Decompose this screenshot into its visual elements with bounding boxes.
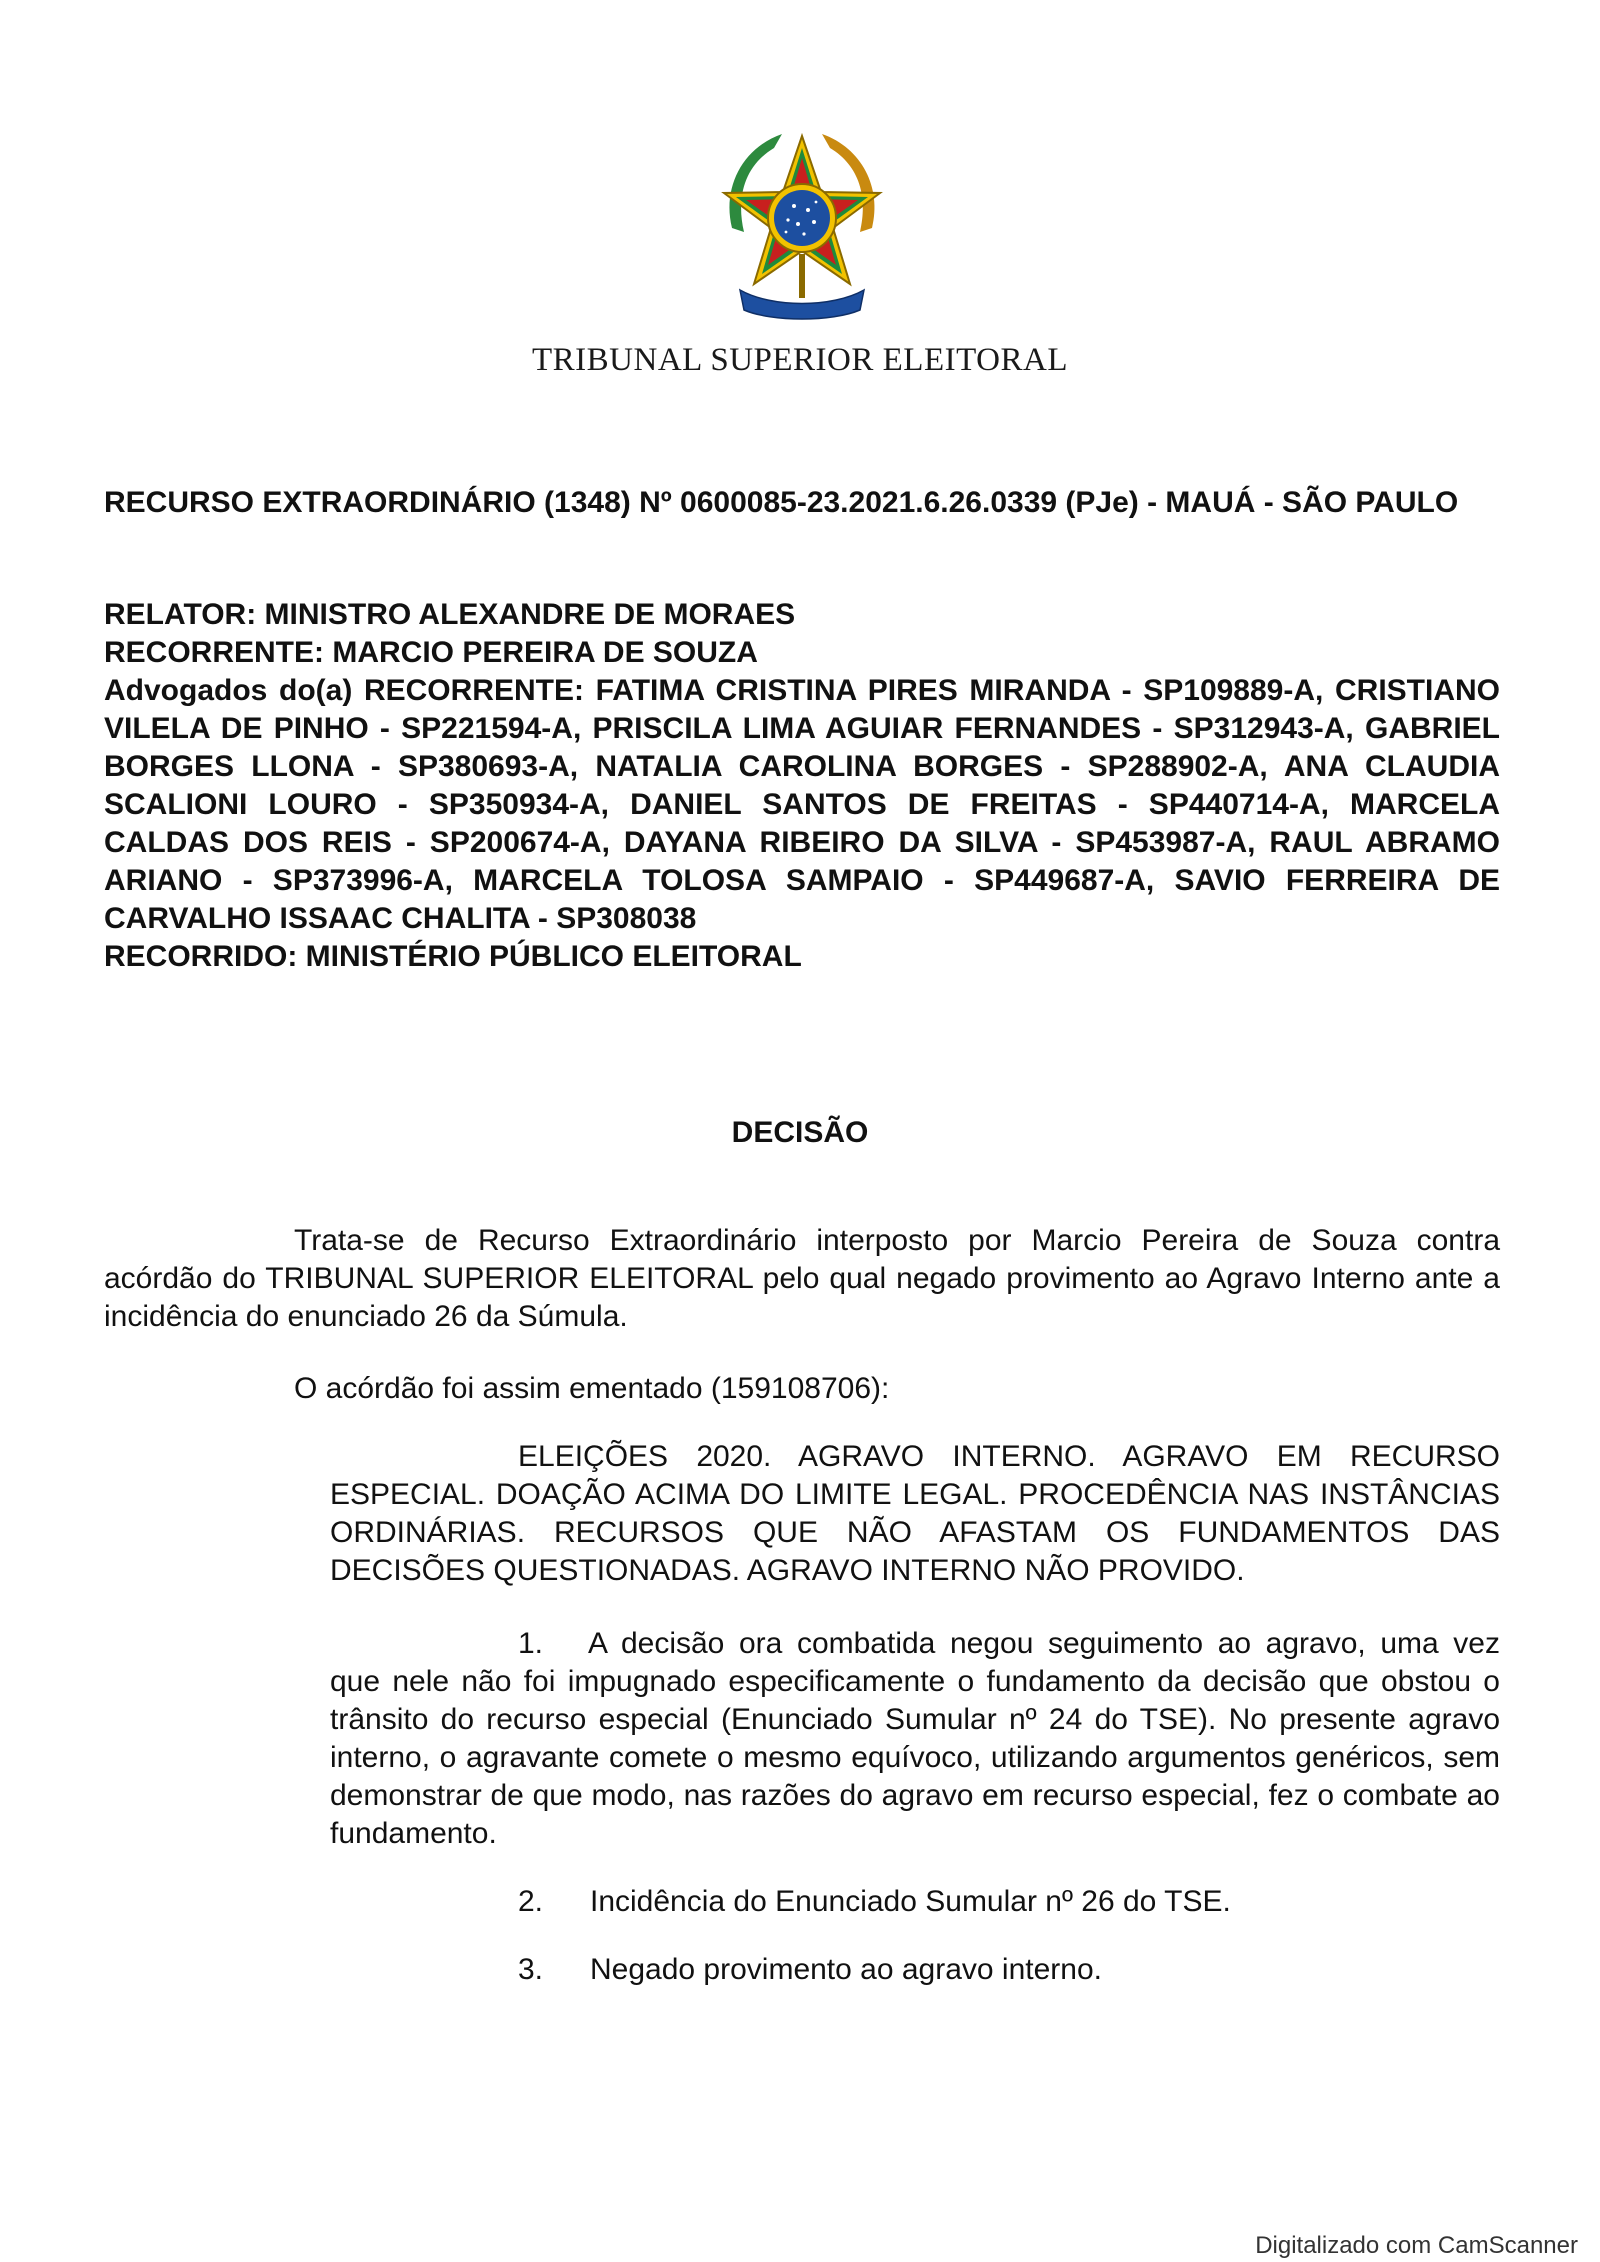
case-heading: RECURSO EXTRAORDINÁRIO (1348) Nº 0600085-23.2021.6.26.0339 (PJe) - MAUÁ - SÃO PAULO [104,486,1459,519]
ementa-item-text: Negado provimento ao agravo interno. [590,1953,1102,1986]
scanner-watermark: Digitalizado com CamScanner [1255,2232,1578,2259]
case-parties [104,596,1500,976]
brazil-coat-of-arms-icon [716,132,888,324]
decision-paragraph-2: O acórdão foi assim ementado (159108706): [294,1372,890,1405]
ementa-summary: ELEIÇÕES 2020. AGRAVO INTERNO. AGRAVO EM RECURSO ESPECIAL. DOAÇÃO ACIMA DO LIMITE LEGAL. PROCEDÊNCIA NAS INSTÂNCIAS ORDINÁRIAS. RECURSOS QUE NÃO AFASTAM OS FUNDAMENTOS DAS DECISÕES QUESTIONADAS. AGRAVO INTERNO NÃO PROVIDO. [330,1440,1500,1587]
court-name: TRIBUNAL SUPERIOR ELEITORAL [532,342,1068,378]
recorrido-line: RECORRIDO: MINISTÉRIO PÚBLICO ELEITORAL [104,940,802,973]
decision-title: DECISÃO [731,1116,869,1149]
ementa-item-text: Incidência do Enunciado Sumular nº 26 do TSE. [590,1885,1231,1918]
recorrente-line: RECORRENTE: MARCIO PEREIRA DE SOUZA [104,636,758,669]
ementa-item-text: A decisão ora combatida negou seguimento ao agravo, uma vez que nele não foi impugnado especificamente o fundamento da decisão que obstou o trânsito do recurso especial (Enunciado Sumular nº 24 do TSE). No presente agravo interno, o agravante comete o mesmo equívoco, utilizando argumentos genéricos, sem demonstrar de que modo, nas razões do agravo em recurso especial, fez o combate ao fundamento. [330,1627,1500,1850]
ementa-item-1 [330,1625,1500,1853]
ementa-item-number: 3. [518,1953,544,1986]
decision-paragraph-1: Trata-se de Recurso Extraordinário interposto por Marcio Pereira de Souza contra acórdão do TRIBUNAL SUPERIOR ELEITORAL pelo qual negado provimento ao Agravo Interno ante a incidência do enunciado 26 da Súmula. [104,1224,1500,1333]
ementa-item-2 [518,1883,1500,1921]
ementa-item-3 [518,1951,1500,1989]
ementa-item-number: 2. [518,1885,544,1918]
relator-line: RELATOR: MINISTRO ALEXANDRE DE MORAES [104,598,796,631]
ementa-item-number: 1. [518,1627,544,1660]
advogados-line: Advogados do(a) RECORRENTE: FATIMA CRISTINA PIRES MIRANDA - SP109889-A, CRISTIANO VILELA DE PINHO - SP221594-A, PRISCILA LIMA AGUIAR FERNANDES - SP312943-A, GABRIEL BORGES LLONA - SP380693-A, NATALIA CAROLINA BORGES - SP288902-A, ANA CLAUDIA SCALIONI LOURO - SP350934-A, DANIEL SANTOS DE FREITAS - SP440714-A, MARCELA CALDAS DOS REIS - SP200674-A, DAYANA RIBEIRO DA SILVA - SP453987-A, RAUL ABRAMO ARIANO - SP373996-A, MARCELA TOLOSA SAMPAIO - SP449687-A, SAVIO FERREIRA DE CARVALHO ISSAAC CHALITA - SP308038 [104,674,1500,935]
